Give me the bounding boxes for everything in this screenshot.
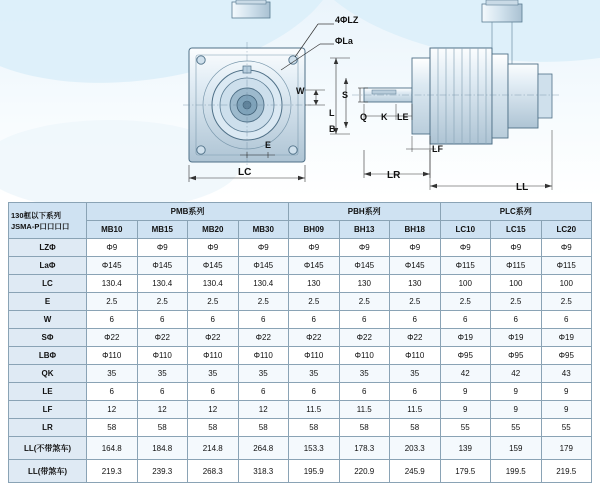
front-view xyxy=(183,0,334,182)
table-cell: 58 xyxy=(289,419,340,437)
table-cell: Φ19 xyxy=(541,329,592,347)
table-cell: Φ115 xyxy=(541,257,592,275)
table-cell: Φ22 xyxy=(137,329,188,347)
table-cell: 164.8 xyxy=(87,437,138,460)
table-cell: 2.5 xyxy=(137,293,188,311)
row-label: SΦ xyxy=(9,329,87,347)
table-cell: 139 xyxy=(440,437,491,460)
table-cell: 318.3 xyxy=(238,460,289,483)
table-cell: Φ95 xyxy=(491,347,542,365)
table-cell: 9 xyxy=(440,383,491,401)
table-cell: Φ9 xyxy=(390,239,441,257)
label-4lz: 4ΦLZ xyxy=(335,15,359,25)
label-lf: LF xyxy=(432,144,443,154)
table-cell: Φ115 xyxy=(491,257,542,275)
table-cell: 100 xyxy=(440,275,491,293)
table-cell: Φ19 xyxy=(440,329,491,347)
column-header-mb10: MB10 xyxy=(87,221,138,239)
table-cell: 6 xyxy=(87,311,138,329)
table-cell: Φ145 xyxy=(137,257,188,275)
label-l: L xyxy=(329,108,335,118)
table-cell: 2.5 xyxy=(440,293,491,311)
table-cell: 130.4 xyxy=(238,275,289,293)
table-cell: 178.3 xyxy=(339,437,390,460)
table-cell: 9 xyxy=(491,401,542,419)
table-row xyxy=(9,419,592,437)
side-view xyxy=(330,0,560,190)
table-cell: 264.8 xyxy=(238,437,289,460)
table-cell: Φ22 xyxy=(289,329,340,347)
table-body xyxy=(9,239,592,483)
column-header-bh18: BH18 xyxy=(390,221,441,239)
table-cell: Φ22 xyxy=(188,329,239,347)
table-cell: 35 xyxy=(137,365,188,383)
table-cell: Φ9 xyxy=(238,239,289,257)
table-cell: 6 xyxy=(440,311,491,329)
table-cell: 2.5 xyxy=(188,293,239,311)
table-cell: 100 xyxy=(491,275,542,293)
drawing-svg xyxy=(0,0,600,198)
row-label: LF xyxy=(9,401,87,419)
table-column-header-row xyxy=(9,221,592,239)
table-cell: 35 xyxy=(390,365,441,383)
table-cell: 130 xyxy=(289,275,340,293)
table-cell: Φ110 xyxy=(339,347,390,365)
table-row xyxy=(9,329,592,347)
table-cell: 58 xyxy=(188,419,239,437)
table-cell: Φ22 xyxy=(238,329,289,347)
table-cell: 6 xyxy=(289,383,340,401)
dimensions-table xyxy=(8,202,592,483)
table-cell: 9 xyxy=(491,383,542,401)
table-cell: 268.3 xyxy=(188,460,239,483)
table-row xyxy=(9,383,592,401)
table-cell: 239.3 xyxy=(137,460,188,483)
table-cell: 12 xyxy=(238,401,289,419)
table-cell: Φ145 xyxy=(87,257,138,275)
row-label: E xyxy=(9,293,87,311)
table-cell: Φ19 xyxy=(491,329,542,347)
label-q: Q xyxy=(360,112,368,122)
table-cell: Φ22 xyxy=(339,329,390,347)
table-cell: 9 xyxy=(541,383,592,401)
table-cell: 195.9 xyxy=(289,460,340,483)
table-cell: Φ22 xyxy=(87,329,138,347)
table-cell: 100 xyxy=(541,275,592,293)
table-cell: Φ9 xyxy=(87,239,138,257)
column-header-lc15: LC15 xyxy=(491,221,542,239)
column-header-lc20: LC20 xyxy=(541,221,592,239)
table-cell: 6 xyxy=(390,311,441,329)
table-row xyxy=(9,275,592,293)
table-cell: 130.4 xyxy=(188,275,239,293)
table-cell: 35 xyxy=(188,365,239,383)
row-label: LaΦ xyxy=(9,257,87,275)
table-cell: 220.9 xyxy=(339,460,390,483)
table-cell: 179.5 xyxy=(440,460,491,483)
table-cell: 2.5 xyxy=(390,293,441,311)
table-cell: 11.5 xyxy=(289,401,340,419)
table-cell: 219.5 xyxy=(541,460,592,483)
table-cell: Φ110 xyxy=(390,347,441,365)
label-ll: LL xyxy=(516,182,529,193)
table-cell: 2.5 xyxy=(339,293,390,311)
table-cell: Φ145 xyxy=(289,257,340,275)
technical-drawing xyxy=(0,0,600,198)
table-cell: 2.5 xyxy=(289,293,340,311)
table-corner-cell xyxy=(9,203,87,239)
table-cell: Φ145 xyxy=(238,257,289,275)
table-cell: 6 xyxy=(188,383,239,401)
row-label: LC xyxy=(9,275,87,293)
table-cell: Φ95 xyxy=(541,347,592,365)
label-e: E xyxy=(265,140,272,150)
table-cell: 245.9 xyxy=(390,460,441,483)
table-cell: 42 xyxy=(440,365,491,383)
label-lc: LC xyxy=(238,167,252,178)
dimensions-table-wrapper xyxy=(8,202,592,483)
column-header-bh09: BH09 xyxy=(289,221,340,239)
table-cell: 6 xyxy=(491,311,542,329)
table-cell: 6 xyxy=(188,311,239,329)
group-header-pbh: PBH系列 xyxy=(289,203,441,221)
table-cell: 130.4 xyxy=(137,275,188,293)
table-cell: 153.3 xyxy=(289,437,340,460)
table-cell: 43 xyxy=(541,365,592,383)
table-cell: 219.3 xyxy=(87,460,138,483)
table-cell: 6 xyxy=(137,383,188,401)
table-cell: Φ110 xyxy=(238,347,289,365)
table-cell: 55 xyxy=(541,419,592,437)
table-cell: 2.5 xyxy=(87,293,138,311)
table-head xyxy=(9,203,592,239)
table-cell: 203.3 xyxy=(390,437,441,460)
column-header-lc10: LC10 xyxy=(440,221,491,239)
table-row xyxy=(9,460,592,483)
column-header-bh13: BH13 xyxy=(339,221,390,239)
label-w: W xyxy=(296,86,305,96)
table-cell: 6 xyxy=(238,383,289,401)
table-cell: 35 xyxy=(289,365,340,383)
table-cell: 12 xyxy=(188,401,239,419)
table-cell: 130 xyxy=(339,275,390,293)
label-la: ΦLa xyxy=(335,36,353,46)
table-cell: Φ110 xyxy=(188,347,239,365)
table-cell: 55 xyxy=(491,419,542,437)
table-cell: 6 xyxy=(390,383,441,401)
table-cell: Φ9 xyxy=(440,239,491,257)
column-header-mb15: MB15 xyxy=(137,221,188,239)
row-label: LE xyxy=(9,383,87,401)
table-cell: 214.8 xyxy=(188,437,239,460)
column-header-mb30: MB30 xyxy=(238,221,289,239)
table-cell: 58 xyxy=(87,419,138,437)
table-cell: 199.5 xyxy=(491,460,542,483)
table-cell: Φ9 xyxy=(339,239,390,257)
table-cell: 35 xyxy=(238,365,289,383)
table-cell: 6 xyxy=(289,311,340,329)
table-cell: 2.5 xyxy=(491,293,542,311)
group-header-pmb: PMB系列 xyxy=(87,203,289,221)
table-group-header-row xyxy=(9,203,592,221)
label-le: LE xyxy=(397,112,409,122)
corner-line-1: 130框以下系列 xyxy=(11,210,62,220)
label-s: S xyxy=(342,90,349,100)
table-row xyxy=(9,365,592,383)
table-cell: 6 xyxy=(541,311,592,329)
table-cell: Φ9 xyxy=(188,239,239,257)
table-cell: 6 xyxy=(238,311,289,329)
label-b: B xyxy=(329,124,336,134)
table-cell: 6 xyxy=(137,311,188,329)
table-cell: Φ9 xyxy=(289,239,340,257)
table-cell: Φ145 xyxy=(339,257,390,275)
table-cell: 6 xyxy=(339,383,390,401)
table-cell: 9 xyxy=(541,401,592,419)
row-label: LBΦ xyxy=(9,347,87,365)
table-row xyxy=(9,293,592,311)
table-cell: 179 xyxy=(541,437,592,460)
table-cell: Φ22 xyxy=(390,329,441,347)
row-label: LR xyxy=(9,419,87,437)
corner-line-2: JSMA-P口口口口 xyxy=(11,221,70,231)
label-lr: LR xyxy=(387,170,401,181)
table-cell: 35 xyxy=(339,365,390,383)
table-cell: Φ115 xyxy=(440,257,491,275)
table-cell: 11.5 xyxy=(339,401,390,419)
table-cell: 2.5 xyxy=(238,293,289,311)
table-cell: 130.4 xyxy=(87,275,138,293)
table-cell: 12 xyxy=(87,401,138,419)
table-cell: Φ145 xyxy=(390,257,441,275)
table-cell: Φ110 xyxy=(137,347,188,365)
group-header-plc: PLC系列 xyxy=(440,203,592,221)
table-row xyxy=(9,311,592,329)
table-cell: 9 xyxy=(440,401,491,419)
row-label: W xyxy=(9,311,87,329)
table-cell: 6 xyxy=(339,311,390,329)
table-cell: 55 xyxy=(440,419,491,437)
table-cell: 58 xyxy=(137,419,188,437)
row-label: LL(不带煞车) xyxy=(9,437,87,460)
table-cell: 58 xyxy=(339,419,390,437)
table-cell: Φ110 xyxy=(87,347,138,365)
table-cell: 184.8 xyxy=(137,437,188,460)
table-cell: 12 xyxy=(137,401,188,419)
table-cell: Φ9 xyxy=(137,239,188,257)
table-cell: 58 xyxy=(238,419,289,437)
table-cell: 42 xyxy=(491,365,542,383)
row-label: LL(带煞车) xyxy=(9,460,87,483)
row-label: QK xyxy=(9,365,87,383)
table-row xyxy=(9,401,592,419)
row-label: LZΦ xyxy=(9,239,87,257)
table-cell: 11.5 xyxy=(390,401,441,419)
table-cell: Φ95 xyxy=(440,347,491,365)
table-row xyxy=(9,347,592,365)
table-row xyxy=(9,239,592,257)
table-cell: 2.5 xyxy=(541,293,592,311)
column-header-mb20: MB20 xyxy=(188,221,239,239)
table-row xyxy=(9,257,592,275)
table-cell: Φ145 xyxy=(188,257,239,275)
table-cell: Φ9 xyxy=(491,239,542,257)
table-cell: Φ9 xyxy=(541,239,592,257)
table-cell: Φ110 xyxy=(289,347,340,365)
label-k: K xyxy=(381,112,388,122)
table-row xyxy=(9,437,592,460)
table-cell: 6 xyxy=(87,383,138,401)
table-cell: 130 xyxy=(390,275,441,293)
table-cell: 159 xyxy=(491,437,542,460)
table-cell: 58 xyxy=(390,419,441,437)
table-cell: 35 xyxy=(87,365,138,383)
